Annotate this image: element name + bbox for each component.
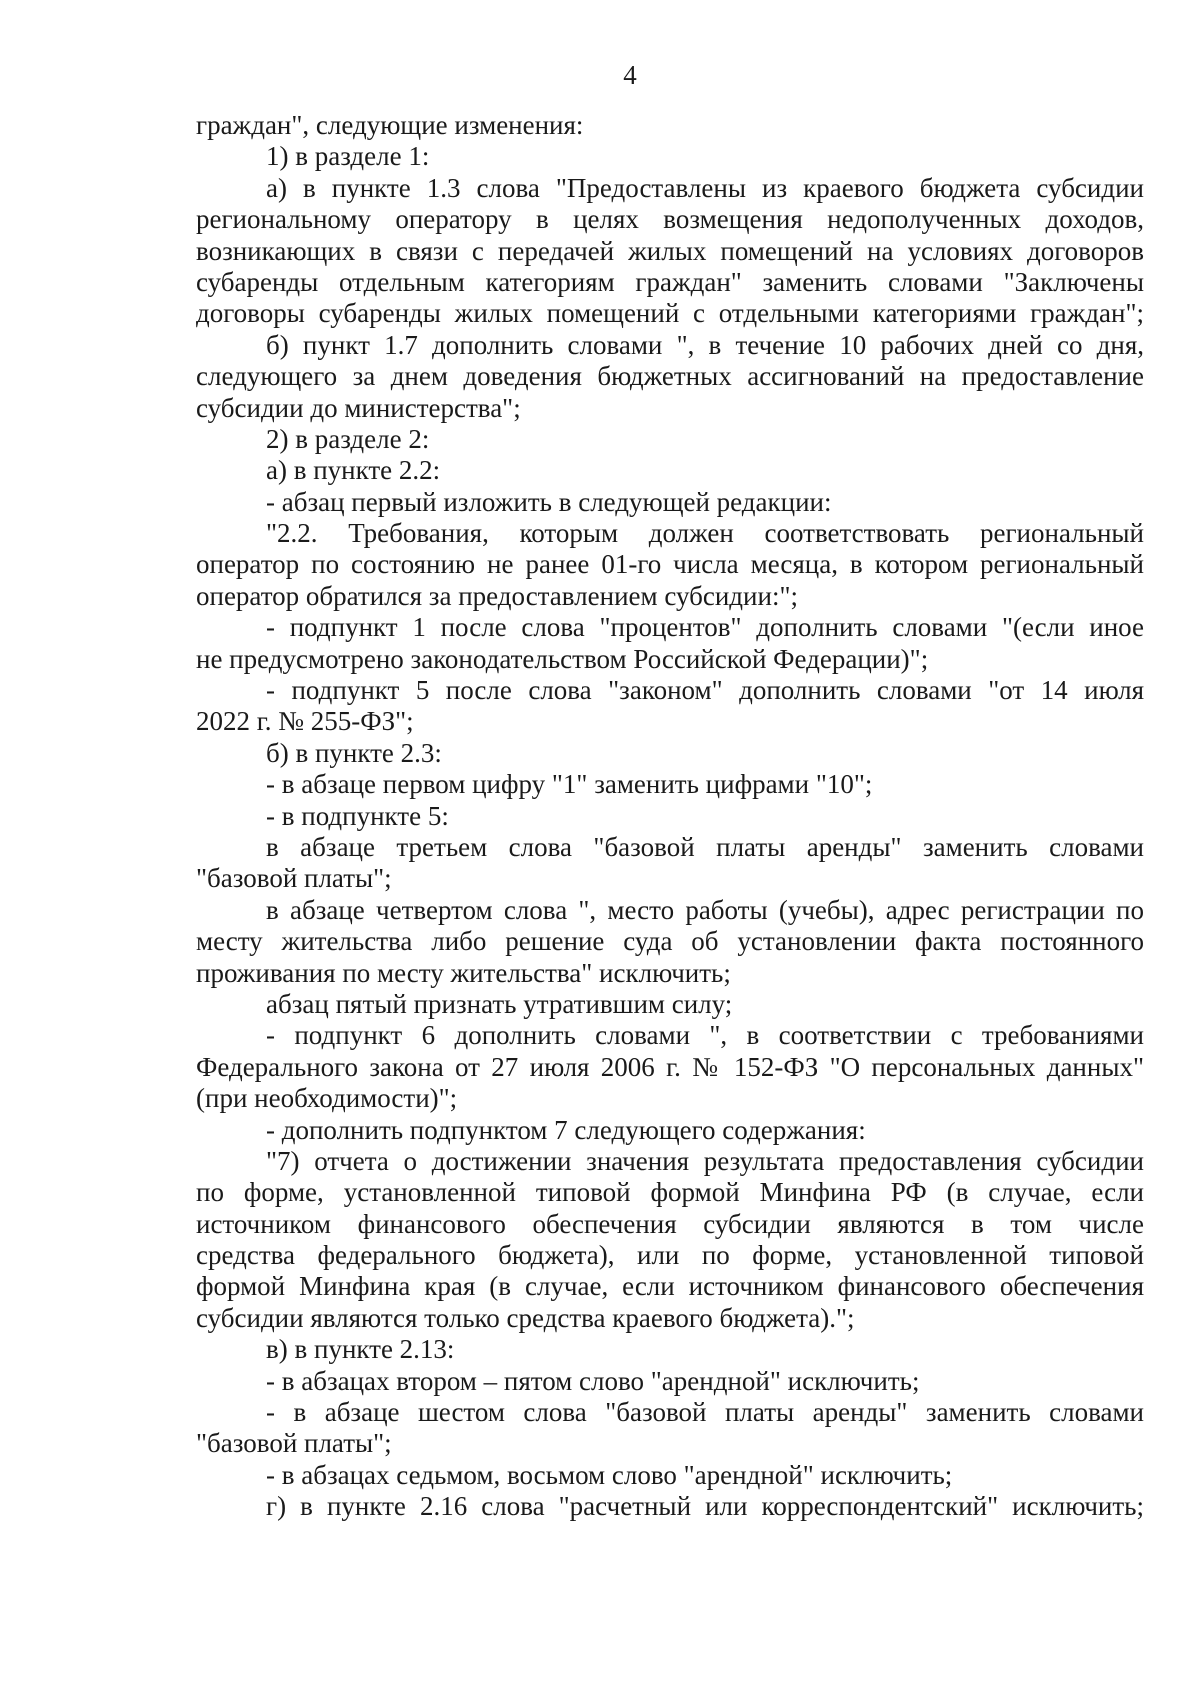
text-line: источником финансового обеспечения субсидии являются в том числе	[196, 1208, 1144, 1239]
text-line: - в абзаце первом цифру "1" заменить цифрами "10";	[266, 769, 873, 800]
text-line: в) в пункте 2.13:	[266, 1334, 455, 1365]
text-line: формой Минфина края (в случае, если источником финансового обеспечения	[196, 1271, 1144, 1302]
text-line: оператор по состоянию не ранее 01-го числа месяца, в котором региональный	[196, 549, 1144, 580]
text-line: следующего за днем доведения бюджетных ассигнований на предоставление	[196, 361, 1144, 392]
text-line: г) в пункте 2.16 слова "расчетный или корреспондентский" исключить;	[266, 1491, 1144, 1522]
text-line: 2) в разделе 2:	[266, 423, 430, 454]
text-line: - дополнить подпунктом 7 следующего содержания:	[266, 1114, 866, 1145]
text-line: абзац пятый признать утратившим силу;	[266, 988, 733, 1019]
text-line: - в абзацах седьмом, восьмом слово "арендной" исключить;	[266, 1459, 953, 1490]
text-line: а) в пункте 2.2:	[266, 455, 441, 486]
text-line: "2.2. Требования, которым должен соответствовать региональный	[266, 518, 1144, 549]
document-body	[196, 110, 1144, 1523]
text-line: субсидии являются только средства краевого бюджета).";	[196, 1302, 855, 1333]
text-line: не предусмотрено законодательством Российской Федерации)";	[196, 643, 929, 674]
text-line: в абзаце третьем слова "базовой платы аренды" заменить словами	[266, 831, 1144, 862]
text-line: оператор обратился за предоставлением субсидии:";	[196, 580, 798, 611]
text-line: в абзаце четвертом слова ", место работы (учебы), адрес регистрации по	[266, 894, 1144, 925]
text-line: б) пункт 1.7 дополнить словами ", в течение 10 рабочих дней со дня,	[266, 329, 1144, 360]
text-line: 1) в разделе 1:	[266, 141, 430, 172]
text-line: по форме, установленной типовой формой Минфина РФ (в случае, если	[196, 1177, 1144, 1208]
text-line: - подпункт 6 дополнить словами ", в соответствии с требованиями	[266, 1020, 1144, 1051]
text-line: месту жительства либо решение суда об установлении факта постоянного	[196, 926, 1144, 957]
text-line: - подпункт 5 после слова "законом" дополнить словами "от 14 июля	[266, 675, 1144, 706]
text-line: - в подпункте 5:	[266, 800, 449, 831]
text-line: а) в пункте 1.3 слова "Предоставлены из краевого бюджета субсидии	[266, 172, 1144, 203]
text-line: Федерального закона от 27 июля 2006 г. № 152-ФЗ "О персональных данных"	[196, 1051, 1144, 1082]
text-line: - в абзацах втором – пятом слово "арендной" исключить;	[266, 1365, 920, 1396]
text-line: договоры субаренды жилых помещений с отдельными категориями граждан";	[196, 298, 1144, 329]
text-line: (при необходимости)";	[196, 1083, 458, 1114]
text-line: "7) отчета о достижении значения результата предоставления субсидии	[266, 1145, 1144, 1176]
text-line: - абзац первый изложить в следующей редакции:	[266, 486, 832, 517]
text-line: субаренды отдельным категориям граждан" заменить словами "Заключены	[196, 266, 1144, 297]
text-line: 2022 г. № 255-ФЗ";	[196, 706, 414, 737]
text-line: проживания по месту жительства" исключить;	[196, 957, 731, 988]
text-line: - в абзаце шестом слова "базовой платы аренды" заменить словами	[266, 1397, 1144, 1428]
text-line: "базовой платы";	[196, 1428, 392, 1459]
text-line: средства федерального бюджета), или по форме, установленной типовой	[196, 1240, 1144, 1271]
page-number: 4	[623, 60, 637, 90]
text-line: "базовой платы";	[196, 863, 392, 894]
text-line: региональному оператору в целях возмещения недополученных доходов,	[196, 204, 1144, 235]
text-line: - подпункт 1 после слова "процентов" дополнить словами "(если иное	[266, 612, 1144, 643]
text-line: граждан", следующие изменения:	[196, 110, 584, 140]
text-line: возникающих в связи с передачей жилых помещений на условиях договоров	[196, 235, 1144, 266]
text-line: б) в пункте 2.3:	[266, 737, 442, 768]
text-line: субсидии до министерства";	[196, 392, 521, 423]
